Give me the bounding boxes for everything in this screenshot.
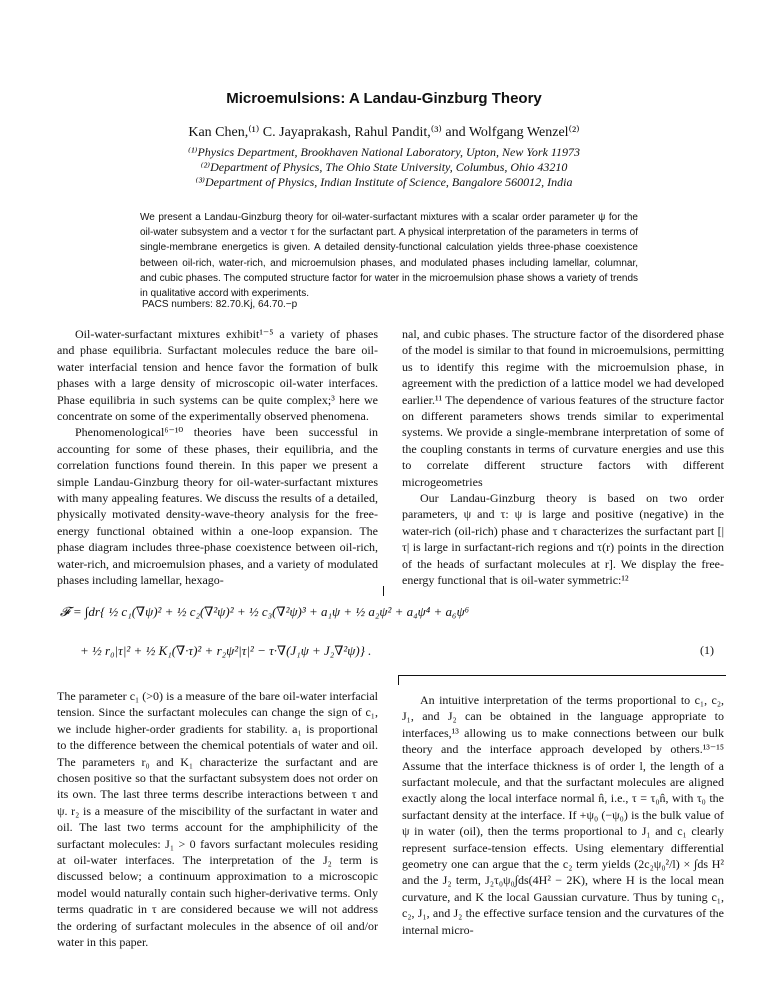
paragraph: Our Landau-Ginzburg theory is based on two order parameters, ψ and τ: ψ is large and positive (negative) in the water-rich (oil-rich) phase and τ characterizes the surfactant part [|τ| is large in surfactant-rich regions and τ(r) points in the direction of the heads of surfactant molecules at r]. We display the free-energy functional that is oil-water symmetric:¹² bbox=[402, 491, 724, 588]
left-column-intro bbox=[57, 326, 378, 589]
author-list: Kan Chen,⁽¹⁾ C. Jayaprakash, Rahul Pandit,⁽³⁾ and Wolfgang Wenzel⁽²⁾ bbox=[188, 125, 580, 140]
paragraph: An intuitive interpretation of the terms proportional to c₁, c₂, J₁, and J₂ can be obtained in the language appropriate to interfaces,¹³ allowing us to make connections between our bulk theory and the interface approach developed by others.¹³⁻¹⁵ Assume that the interface thickness is of order l, the length of a surfactant molecule, and that the surfactant molecules are aligned exactly along the local interface normal n̂, i.e., τ = τ₀n̂, with τ₀ the surfactant density at the interface. If +ψ₀ (−ψ₀) is the bulk value of ψ in water (oil), then the terms proportional to J₁ and c₁ clearly represent surface-tension effects. Using elementary differential geometry one can argue that the c₂ term yields (2c₂ψ₀²/l) × ∫ds H² and the J₂ term, J₂τ₀ψ₀∫ds(4H² − 2K), where H is the local mean curvature, and K the local Gaussian curvature. Thus by tuning c₁, c₂, J₁, and J₂ the effective surface tension and the curvatures of the internal micro- bbox=[402, 693, 724, 937]
paragraph: Oil-water-surfactant mixtures exhibit¹⁻⁵ a variety of phases and phase equilibria. Surfactant molecules reduce the bare oil-water interfacial tension and hence favor the formation of bulk phases with a large density of microscopic oil-water interfaces. Phase equilibria in such systems can be quite complex;³ here we concentrate on some of the experimentally observed phenomena. bbox=[57, 327, 378, 424]
affiliation-2: ⁽²⁾Department of Physics, The Ohio State University, Columbus, Ohio 43210 bbox=[200, 160, 568, 174]
affiliation-1: ⁽¹⁾Physics Department, Brookhaven National Laboratory, Upton, New York 11973 bbox=[187, 145, 581, 159]
paragraph: Phenomenological⁶⁻¹⁰ theories have been successful in accounting for some of these phases, their equilibria, and the correlation functions found therein. In this paper we present a simple Landau-Ginzburg theory for oil-water-surfactant mixtures with many appealing features. We discuss the results of a detailed, physically motivated density-wave-theory analysis for the free-energy functional obtained within a one-loop expansion. The phase diagram includes three-phase coexistence between oil-rich, water-rich, and microemulsion phases, and a variety of modulated phases including lamellar, hexago- bbox=[57, 425, 378, 588]
equation-line-2: + ½ r₀|τ|² + ½ K₁(∇·τ)² + r₂ψ²|τ|² − τ·∇(J₁ψ + J₂∇²ψ)} . bbox=[80, 643, 372, 658]
equation-line-1: 𝓕 = ∫dr{ ½ c₁(∇ψ)² + ½ c₂(∇²ψ)² + ½ c₃(∇²ψ)³ + a₁ψ + ½ a₂ψ² + a₄ψ⁴ + a₆ψ⁶ bbox=[60, 604, 470, 619]
paragraph: The parameter c₁ (>0) is a measure of the bare oil-water interfacial tension. Since the surfactant molecules can change the sign of c₁, we include higher-order gradients for stability. a₁ is proportional to the difference between the chemical potentials of water and oil. The parameters r₀ and K₁ characterize the surfactant and are chosen positive so that the surfactant subsystem does not order on its own. The last three terms describe interactions between τ and ψ. r₂ is a measure of the miscibility of the surfactant in water and oil. The last two terms account for the amphiphilicity of the surfactant molecules: J₁ > 0 favors surfactant molecules residing at oil-water interfaces. The interpretation of the J₂ term is discussed below; a continuum approximation to a microscopic model would naturally contain such higher-derivative terms. Only terms quadratic in τ are considered because we will not address the ordering of surfactant molecules in the absence of oil and/or water in this paper. bbox=[57, 689, 378, 950]
equation-rule bbox=[398, 675, 726, 676]
affiliation-3: ⁽³⁾Department of Physics, Indian Institute of Science, Bangalore 560012, India bbox=[195, 175, 573, 189]
equation-number: (1) bbox=[700, 643, 714, 657]
equation-rule-tick bbox=[398, 675, 399, 685]
column-divider-tick bbox=[383, 586, 384, 596]
right-column-intro bbox=[402, 326, 724, 589]
pacs-numbers: PACS numbers: 82.70.Kj, 64.70.−p bbox=[142, 299, 298, 310]
abstract: We present a Landau-Ginzburg theory for oil-water-surfactant mixtures with a scalar order parameter ψ for the oil-water subsystem and a vector τ for the surfactant part. A physical interpretation of the parameters in terms of single-membrane energetics is given. A detailed density-functional calculation yields three-phase coexistence between oil-rich, water-rich, and microemulsion phases, and modulated phases including lamellar, columnar, and cubic phases. The computed structure factor for water in the microemulsion phase shows a variety of trends in qualitative accord with experiments. bbox=[140, 212, 638, 300]
left-column-parameters bbox=[57, 688, 378, 951]
paper-title: Microemulsions: A Landau-Ginzburg Theory bbox=[226, 90, 542, 107]
paragraph: nal, and cubic phases. The structure factor of the disordered phase of the model is similar to that found in microemulsions, permitting us to identify this regime with the microemulsion phase, in agreement with the prediction of a lattice model we had developed earlier.¹¹ The dependence of various features of the structure factor on different parameters shows trends similar to experimental systems. We provide a single-membrane interpretation of some of the coupling constants in terms of curvature energies and use this to correlate different structure factors with different microgeometries bbox=[402, 327, 724, 489]
right-column-interpretation bbox=[402, 692, 724, 938]
